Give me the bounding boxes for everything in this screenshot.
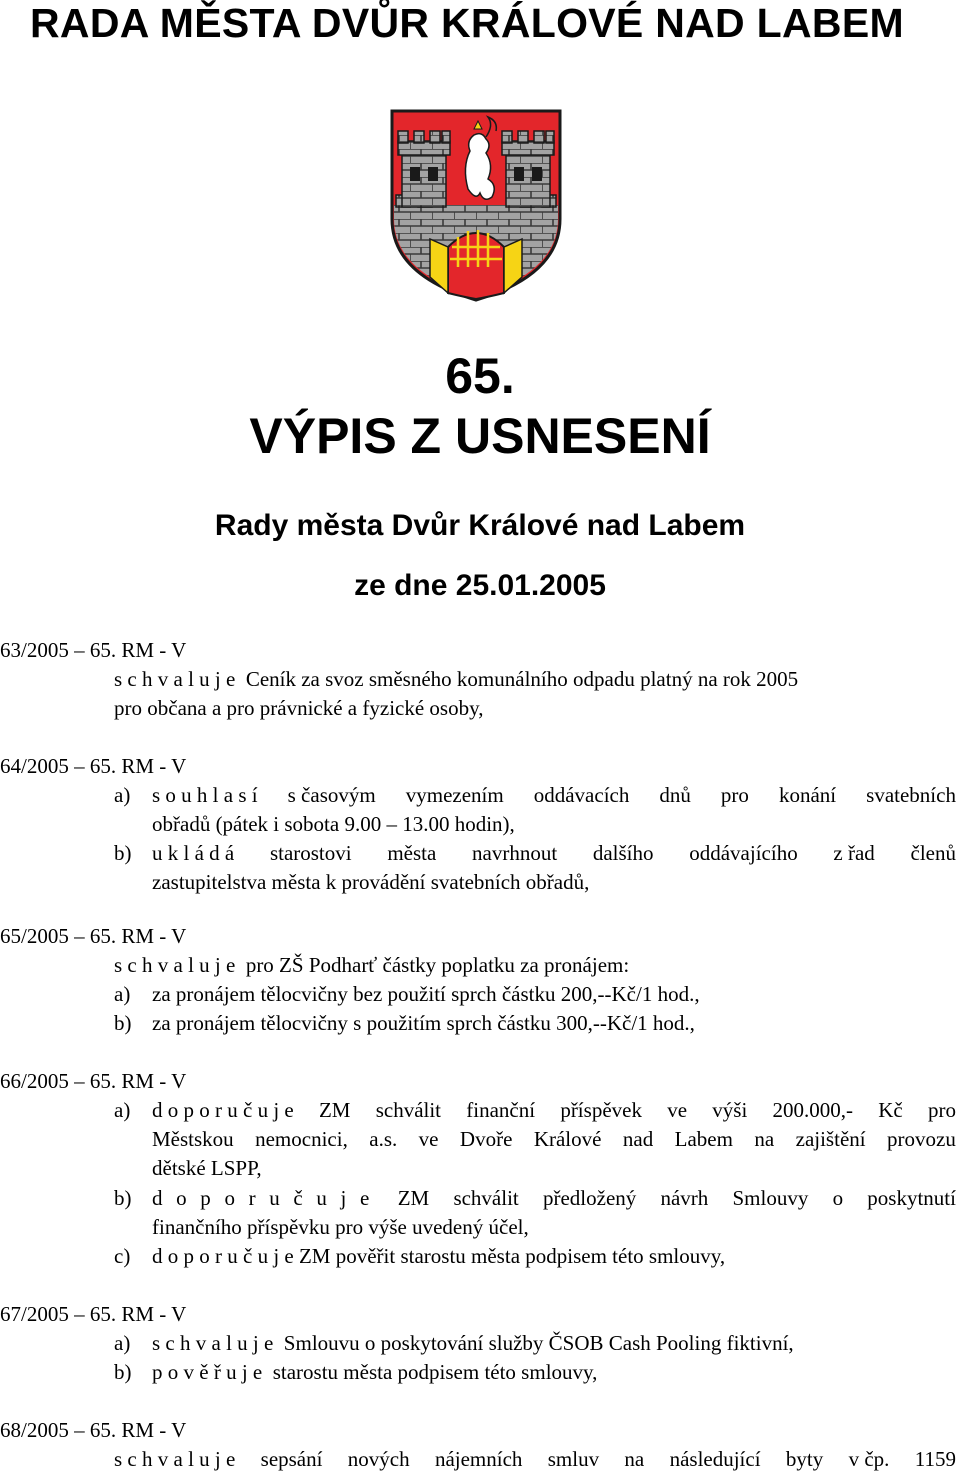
word: ZM (318, 1098, 351, 1122)
word: starostovi (269, 841, 352, 865)
verb-schvaluje: s c h v a l u j e (114, 953, 236, 977)
resolution-63-heading: 63/2005 – 65. RM - V (0, 638, 187, 662)
word: o (832, 1186, 844, 1210)
word: dalšího (592, 841, 654, 865)
item-label-a: a) (114, 783, 131, 807)
word: byty (785, 1447, 824, 1471)
item-label-a: a) (114, 1331, 131, 1355)
item-label-a: a) (114, 982, 131, 1006)
word: s časovým (287, 783, 376, 807)
word: provozu (887, 1127, 956, 1151)
word: navrhnout (472, 841, 558, 865)
meeting-date: ze dne 25.01.2005 (354, 569, 606, 602)
resolution-66-b-line-1 (152, 1184, 956, 1213)
item-label-b: b) (114, 1011, 132, 1035)
word: poskytnutí (867, 1186, 956, 1210)
resolution-65-b-text: za pronájem tělocvičny s použitím sprch částku 300,--Kč/1 hod., (152, 1011, 695, 1035)
word: pro (927, 1098, 956, 1122)
word: pro (720, 783, 749, 807)
resolution-66-a-line-1 (152, 1096, 956, 1125)
verb-schvaluje: s c h v a l u j e (114, 1447, 236, 1471)
word: schválit (453, 1186, 519, 1210)
issue-number: 65. (445, 348, 515, 404)
resolution-64-a-line-2: obřadů (pátek i sobota 9.00 – 13.00 hodin), (152, 812, 515, 836)
resolution-64-heading: 64/2005 – 65. RM - V (0, 754, 187, 778)
word: svatebních (866, 783, 956, 807)
resolution-64-b-line-1 (152, 839, 956, 868)
resolution-65-heading: 65/2005 – 65. RM - V (0, 924, 187, 948)
document-title: VÝPIS Z USNESENÍ (249, 408, 711, 464)
word: na (624, 1447, 645, 1471)
item-label-b: b) (114, 1186, 132, 1210)
verb-souhlasi: s o u h l a s í (152, 783, 258, 807)
word: a.s. (369, 1127, 398, 1151)
item-label-a: a) (114, 1098, 131, 1122)
word: výši (712, 1098, 748, 1122)
resolution-67-heading: 67/2005 – 65. RM - V (0, 1302, 187, 1326)
word: Dvoře (459, 1127, 513, 1151)
resolution-68-heading: 68/2005 – 65. RM - V (0, 1418, 187, 1442)
verb-uklada: u k l á d á (152, 841, 235, 865)
resolution-65-a-text: za pronájem tělocvičny bez použití sprch částku 200,--Kč/1 hod., (152, 982, 700, 1006)
word: nemocnici, (255, 1127, 348, 1151)
word: města (387, 841, 437, 865)
resolution-64-a-line-1 (152, 781, 956, 810)
document-subtitle: Rady města Dvůr Králové nad Labem (214, 509, 746, 542)
word: předložený (542, 1186, 637, 1210)
resolution-68-line-1 (114, 1445, 956, 1474)
word: 1159 (914, 1447, 956, 1471)
resolution-64-b-line-2: zastupitelstva města k provádění svatebních obřadů, (152, 870, 590, 894)
council-header: RADA MĚSTA DVŮR KRÁLOVÉ NAD LABEM (30, 0, 904, 46)
word: ve (667, 1098, 688, 1122)
resolution-67-b-text: p o v ě ř u j e starostu města podpisem této smlouvy, (152, 1360, 598, 1384)
word: oddávajícího (689, 841, 798, 865)
verb-doporucuje: d o p o r u č u j e (152, 1098, 294, 1122)
word: finanční (466, 1098, 536, 1122)
word: nájemních (434, 1447, 523, 1471)
word: v čp. (848, 1447, 890, 1471)
verb-schvaluje: s c h v a l u j e (114, 667, 236, 691)
word: nad (622, 1127, 654, 1151)
word: Labem (674, 1127, 733, 1151)
word: příspěvek (560, 1098, 642, 1122)
word: Smlouvy (732, 1186, 809, 1210)
word: zajištění (795, 1127, 866, 1151)
resolution-66-c-text: d o p o r u č u j e ZM pověřit starostu města podpisem této smlouvy, (152, 1244, 726, 1268)
word: nových (347, 1447, 410, 1471)
text: pro ZŠ Podharť částky poplatku za pronájem: (245, 953, 630, 977)
word: oddávacích (533, 783, 630, 807)
word: ZM (397, 1186, 430, 1210)
word: následující (669, 1447, 761, 1471)
resolution-66-heading: 66/2005 – 65. RM - V (0, 1069, 187, 1093)
word: vymezením (405, 783, 504, 807)
word: návrh (660, 1186, 709, 1210)
coat-of-arms-image (388, 107, 564, 303)
resolution-66-a-line-2 (152, 1125, 956, 1154)
word: konání (778, 783, 837, 807)
word: z řad (833, 841, 875, 865)
resolution-67-a-text: s c h v a l u j e Smlouvu o poskytování služby ČSOB Cash Pooling fiktivní, (152, 1331, 794, 1355)
resolution-65-line-1 (114, 951, 629, 980)
word: sepsání (260, 1447, 323, 1471)
resolution-66-a-line-3: dětské LSPP, (152, 1156, 262, 1180)
word: Králové (533, 1127, 602, 1151)
word: 200.000,- (772, 1098, 854, 1122)
text: Ceník za svoz směsného komunálního odpadu platný na rok 2005 (245, 667, 799, 691)
item-label-c: c) (114, 1244, 131, 1268)
word: na (754, 1127, 775, 1151)
word: členů (910, 841, 956, 865)
word: dnů (659, 783, 691, 807)
resolution-63-line-1 (114, 665, 798, 694)
item-label-b: b) (114, 1360, 132, 1384)
word: schválit (375, 1098, 442, 1122)
item-label-b: b) (114, 841, 132, 865)
word: ve (418, 1127, 439, 1151)
word: Městskou (152, 1127, 234, 1151)
word: Kč (878, 1098, 903, 1122)
word: smluv (547, 1447, 600, 1471)
verb-doporucuje: d o p o r u č u j e (152, 1186, 374, 1210)
resolution-63-line-2: pro občana a pro právnické a fyzické osoby, (114, 696, 484, 720)
resolution-66-b-line-2: finančního příspěvku pro výše uvedený účel, (152, 1215, 529, 1239)
